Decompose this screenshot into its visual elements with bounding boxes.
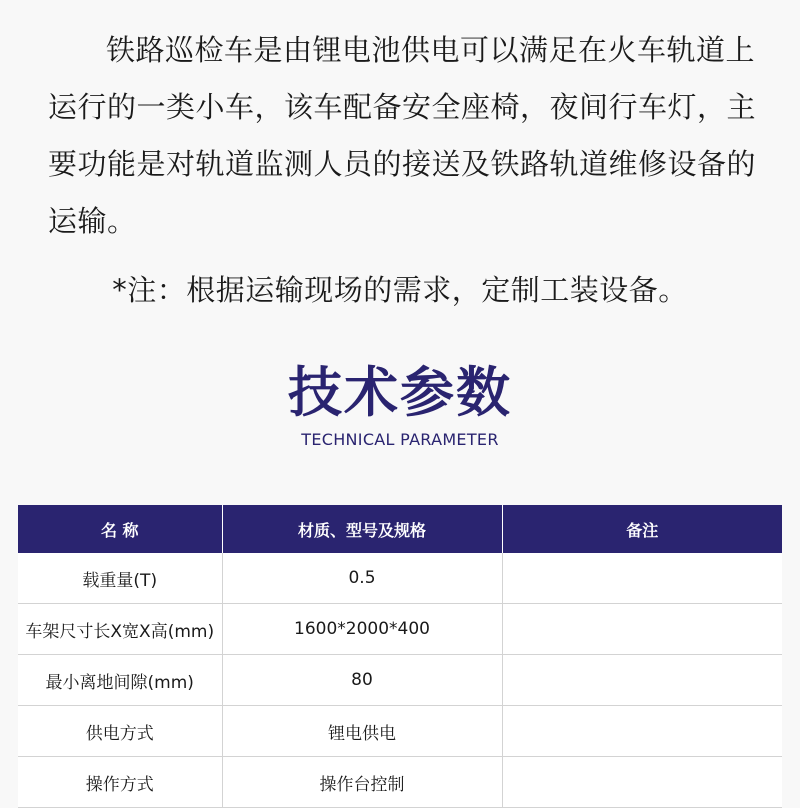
row-name-cell: 供电方式 xyxy=(18,706,222,757)
row-remark-cell xyxy=(502,604,782,655)
section-subtitle: TECHNICAL PARAMETER xyxy=(301,430,499,449)
intro-paragraph: 铁路巡检车是由锂电池供电可以满足在火车轨道上运行的一类小车，该车配备安全座椅，夜间行车灯，主要功能是对轨道监测人员的接送及铁路轨道维修设备的运输。 xyxy=(48,33,757,238)
row-name-cell: 最小离地间隙(mm) xyxy=(18,655,222,706)
table-header xyxy=(18,505,782,553)
table-row xyxy=(18,553,782,604)
header-spec: 材质、型号及规格 xyxy=(222,505,502,553)
header-remark: 备注 xyxy=(502,505,782,553)
row-spec-cell: 操作台控制 xyxy=(222,757,502,808)
row-name-cell: 操作方式 xyxy=(18,757,222,808)
table-row xyxy=(18,655,782,706)
row-name-cell: 载重量(T) xyxy=(18,553,222,604)
table-row xyxy=(18,604,782,655)
row-spec-cell: 1600*2000*400 xyxy=(222,604,502,655)
header-row xyxy=(18,505,782,553)
intro-text xyxy=(48,22,760,250)
table-body xyxy=(18,553,782,808)
row-spec-cell: 80 xyxy=(222,655,502,706)
header-name: 名 称 xyxy=(18,505,222,553)
parameter-table xyxy=(18,505,782,808)
row-remark-cell xyxy=(502,655,782,706)
row-remark-cell xyxy=(502,553,782,604)
row-spec-cell: 0.5 xyxy=(222,553,502,604)
custom-note: *注：根据运输现场的需求，定制工装设备。 xyxy=(112,273,688,307)
table-row xyxy=(18,706,782,757)
row-name-cell: 车架尺寸长X宽X高(mm) xyxy=(18,604,222,655)
row-spec-cell: 锂电供电 xyxy=(222,706,502,757)
section-title: 技术参数 xyxy=(288,361,512,424)
row-remark-cell xyxy=(502,706,782,757)
